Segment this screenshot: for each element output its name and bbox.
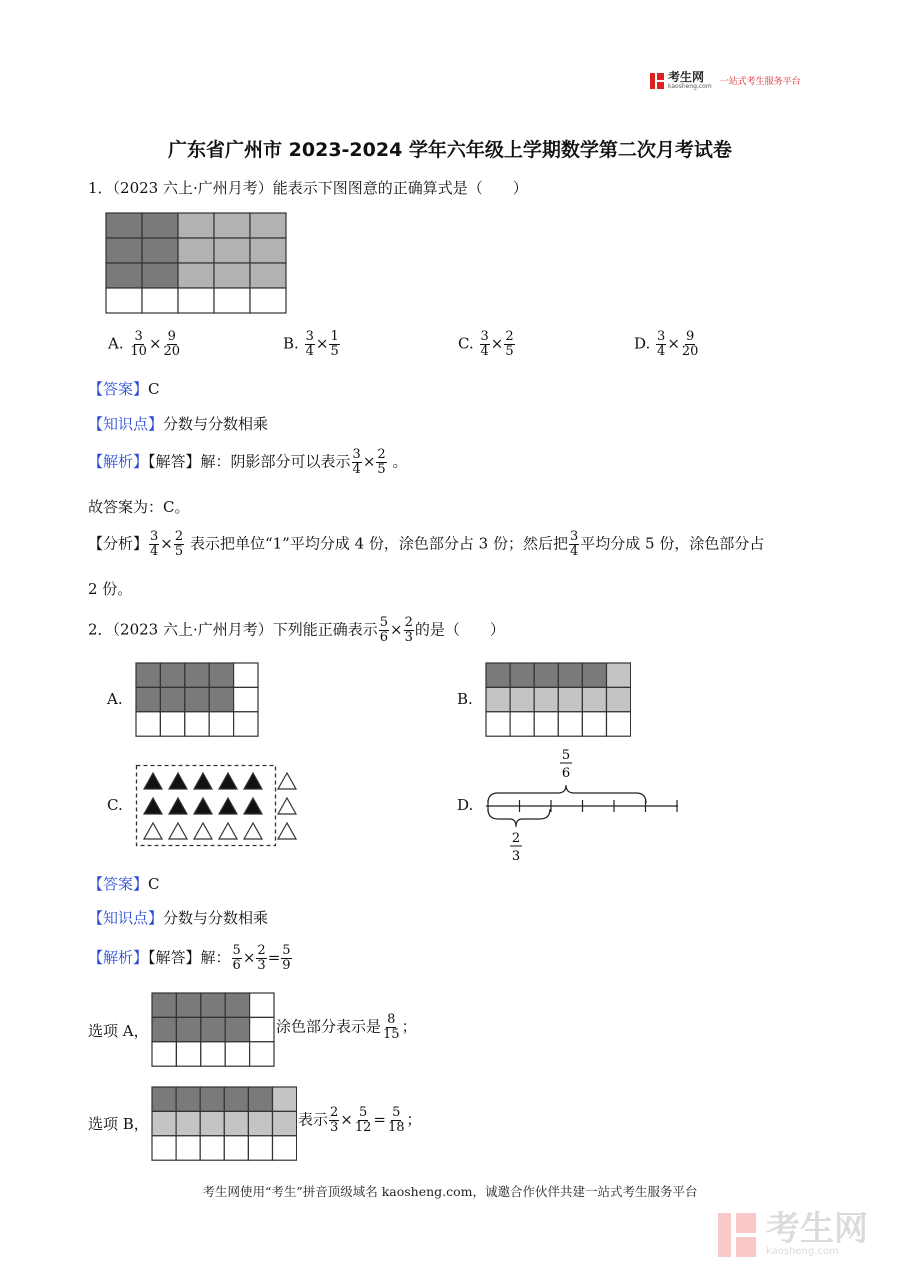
grid-cell	[178, 263, 214, 288]
header-logo	[650, 71, 801, 90]
grid-cell	[142, 288, 178, 313]
grid-cell	[106, 263, 142, 288]
watermark	[718, 1209, 868, 1257]
grid-cell	[178, 288, 214, 313]
grid-cell	[209, 687, 233, 711]
grid-cell	[201, 1017, 225, 1041]
watermark-domain: kaosheng.com	[766, 1246, 839, 1257]
q2-option-b-letter: B.	[457, 690, 473, 708]
grid-cell	[136, 712, 160, 736]
page-footer: 考生网使用“考生”拼音顶级域名 kaosheng.com，诚邀合作伙伴共建一站式考生服务平台	[202, 1184, 698, 1199]
triangle	[169, 798, 187, 814]
grid-cell	[510, 663, 534, 687]
grid-cell	[209, 663, 233, 687]
grid-cell	[178, 213, 214, 238]
triangle	[244, 798, 262, 814]
triangle	[144, 823, 162, 839]
grid-cell	[225, 1017, 249, 1041]
grid-cell	[214, 238, 250, 263]
q1-conclusion: 故答案为：C。	[88, 498, 190, 516]
option-letter: D.	[634, 334, 651, 353]
grid-cell	[248, 1087, 272, 1111]
q2-sol-b-text: 表示 $\frac{2}{3}$ × $\frac{5}{12}$ = $\frac{5}{18}$ ；	[298, 1105, 422, 1135]
grid-cell	[250, 1042, 274, 1066]
triangle	[278, 823, 296, 839]
triangle	[278, 798, 296, 814]
brace-top	[488, 785, 646, 803]
q2-sol-a-text: 涂色部分表示是 $\frac{8}{15}$ ；	[276, 1012, 417, 1042]
grid-cell	[152, 1017, 176, 1041]
triangle	[194, 798, 212, 814]
q1-option-a: A. $\frac{3}{10}$ × $\frac{9}{20}$	[108, 329, 181, 359]
q1-option-b: B. $\frac{3}{4}$ × $\frac{1}{5}$	[283, 329, 339, 359]
grid-cell	[176, 1087, 200, 1111]
q2-sol-b-label: 选项 B，	[88, 1115, 149, 1133]
triangle	[194, 773, 212, 789]
grid-cell	[106, 213, 142, 238]
grid-cell	[160, 687, 184, 711]
logo-name: 考生网	[668, 70, 705, 84]
option-letter: A.	[108, 334, 124, 353]
q2-knowledge: 【知识点】分数与分数相乘	[88, 909, 269, 927]
grid-cell	[176, 1111, 200, 1135]
triangle	[194, 823, 212, 839]
grid-cell	[250, 1017, 274, 1041]
grid-cell	[273, 1136, 297, 1160]
grid-cell	[201, 1042, 225, 1066]
fraction: $\frac{2}{5}$	[505, 329, 514, 359]
q1-option-c: C. $\frac{3}{4}$ × $\frac{2}{5}$	[458, 329, 514, 359]
grid-cell	[136, 663, 160, 687]
grid-cell	[486, 712, 510, 736]
grid-cell	[234, 687, 258, 711]
grid-cell	[209, 712, 233, 736]
grid-cell	[185, 663, 209, 687]
fraction: $\frac{9}{20}$	[163, 329, 181, 359]
logo-icon	[650, 73, 664, 89]
q2-option-b-grid	[485, 662, 631, 738]
q2-option-c-letter: C.	[107, 796, 123, 814]
q2-answer: 【答案】C	[88, 875, 160, 893]
grid-cell	[486, 663, 510, 687]
grid-cell	[160, 712, 184, 736]
triangle	[219, 773, 237, 789]
grid-cell	[160, 663, 184, 687]
brace-top-denominator: 6	[561, 766, 571, 781]
brace-top-numerator: 5	[561, 748, 571, 763]
grid-cell	[142, 238, 178, 263]
grid-cell	[534, 663, 558, 687]
q1-stem: 1．（2023 六上·广州月考）能表示下图图意的正确算式是（ ）	[88, 179, 528, 197]
grid-cell	[534, 687, 558, 711]
grid-cell	[152, 1087, 176, 1111]
grid-cell	[250, 993, 274, 1017]
q2-sol-a-label: 选项 A，	[88, 1022, 149, 1040]
grid-cell	[200, 1111, 224, 1135]
q2-stem: 2．（2023 六上·广州月考）下列能正确表示 $\frac{5}{6}$ × $\frac{2}{3}$ 的是（ ）	[88, 615, 505, 645]
option-letter: B.	[283, 334, 299, 353]
grid-cell	[185, 687, 209, 711]
grid-cell	[200, 1087, 224, 1111]
grid-cell	[248, 1136, 272, 1160]
q2-option-d-letter: D.	[457, 796, 474, 814]
grid-cell	[176, 993, 200, 1017]
triangle	[144, 773, 162, 789]
grid-cell	[510, 712, 534, 736]
grid-cell	[250, 288, 286, 313]
grid-cell	[176, 1017, 200, 1041]
fraction: $\frac{3}{10}$	[130, 329, 147, 359]
q2-sol-b-grid	[151, 1086, 297, 1162]
grid-cell	[558, 712, 582, 736]
triangle	[144, 798, 162, 814]
grid-cell	[248, 1111, 272, 1135]
grid-cell	[534, 712, 558, 736]
q1-fenxi: 【分析】 $\frac{3}{4}$ × $\frac{2}{5}$ 表示把单位“1”平均分成 4 份，涂色部分占 3 份；然后把 $\frac{3}{4}$ 平均分成 5 份，涂色部分占	[88, 529, 765, 559]
grid-cell	[234, 663, 258, 687]
grid-cell	[582, 712, 606, 736]
grid-cell	[142, 263, 178, 288]
triangle	[244, 823, 262, 839]
q2-option-d-numberline	[480, 745, 685, 865]
fraction: $\frac{9}{20}$	[681, 329, 699, 359]
q1-option-d: D. $\frac{3}{4}$ × $\frac{9}{20}$	[634, 329, 699, 359]
grid-cell	[185, 712, 209, 736]
fraction: $\frac{1}{5}$	[330, 329, 339, 359]
option-letter: C.	[458, 334, 474, 353]
q1-analysis: 【解析】【解答】解：阴影部分可以表示 $\frac{3}{4}$ × $\frac{2}{5}$ 。	[88, 447, 408, 477]
grid-cell	[250, 238, 286, 263]
grid-cell	[558, 687, 582, 711]
triangle	[244, 773, 262, 789]
grid-cell	[178, 238, 214, 263]
q1-answer: 【答案】C	[88, 380, 160, 398]
fraction: $\frac{3}{4}$	[480, 329, 489, 359]
grid-cell	[106, 288, 142, 313]
grid-cell	[200, 1136, 224, 1160]
grid-cell	[234, 712, 258, 736]
q2-option-c-triangles	[135, 762, 303, 848]
triangle	[219, 798, 237, 814]
grid-cell	[176, 1136, 200, 1160]
grid-cell	[152, 1111, 176, 1135]
q2-sol-a-grid	[151, 992, 275, 1068]
grid-cell	[273, 1111, 297, 1135]
grid-cell	[152, 993, 176, 1017]
triangle	[169, 773, 187, 789]
grid-cell	[214, 263, 250, 288]
logo-domain: kaosheng.com	[668, 83, 712, 90]
logo-slogan: 一站式考生服务平台	[719, 77, 801, 87]
brace-bottom-numerator: 2	[511, 831, 521, 846]
watermark-name: 考生网	[766, 1209, 868, 1249]
grid-cell	[582, 663, 606, 687]
q2-option-a-letter: A.	[107, 690, 123, 708]
triangle	[278, 773, 296, 789]
q1-grid	[105, 212, 287, 316]
brace-bottom-denominator: 3	[511, 849, 521, 864]
q1-knowledge: 【知识点】分数与分数相乘	[88, 415, 269, 433]
grid-cell	[225, 1042, 249, 1066]
grid-cell	[214, 288, 250, 313]
grid-cell	[250, 213, 286, 238]
grid-cell	[582, 687, 606, 711]
grid-cell	[214, 213, 250, 238]
grid-cell	[486, 687, 510, 711]
q2-analysis: 【解析】【解答】解： $\frac{5}{6}$ × $\frac{2}{3}$ = $\frac{5}{9}$	[88, 943, 291, 973]
grid-cell	[250, 263, 286, 288]
grid-cell	[607, 687, 631, 711]
fraction: $\frac{3}{4}$	[657, 329, 666, 359]
grid-cell	[106, 238, 142, 263]
grid-cell	[607, 663, 631, 687]
grid-cell	[176, 1042, 200, 1066]
grid-cell	[224, 1087, 248, 1111]
q2-option-a-grid	[135, 662, 259, 738]
grid-cell	[201, 993, 225, 1017]
grid-cell	[273, 1087, 297, 1111]
grid-cell	[510, 687, 534, 711]
q1-fenxi-end: 2 份。	[88, 580, 133, 598]
triangle	[219, 823, 237, 839]
grid-cell	[136, 687, 160, 711]
grid-cell	[225, 993, 249, 1017]
grid-cell	[224, 1111, 248, 1135]
triangle	[169, 823, 187, 839]
grid-cell	[607, 712, 631, 736]
grid-cell	[152, 1136, 176, 1160]
watermark-logo-icon	[718, 1213, 758, 1257]
fraction: $\frac{3}{4}$	[305, 329, 314, 359]
grid-cell	[224, 1136, 248, 1160]
grid-cell	[142, 213, 178, 238]
page-title: 广东省广州市 2023-2024 学年六年级上学期数学第二次月考试卷	[168, 139, 732, 161]
grid-cell	[558, 663, 582, 687]
grid-cell	[152, 1042, 176, 1066]
